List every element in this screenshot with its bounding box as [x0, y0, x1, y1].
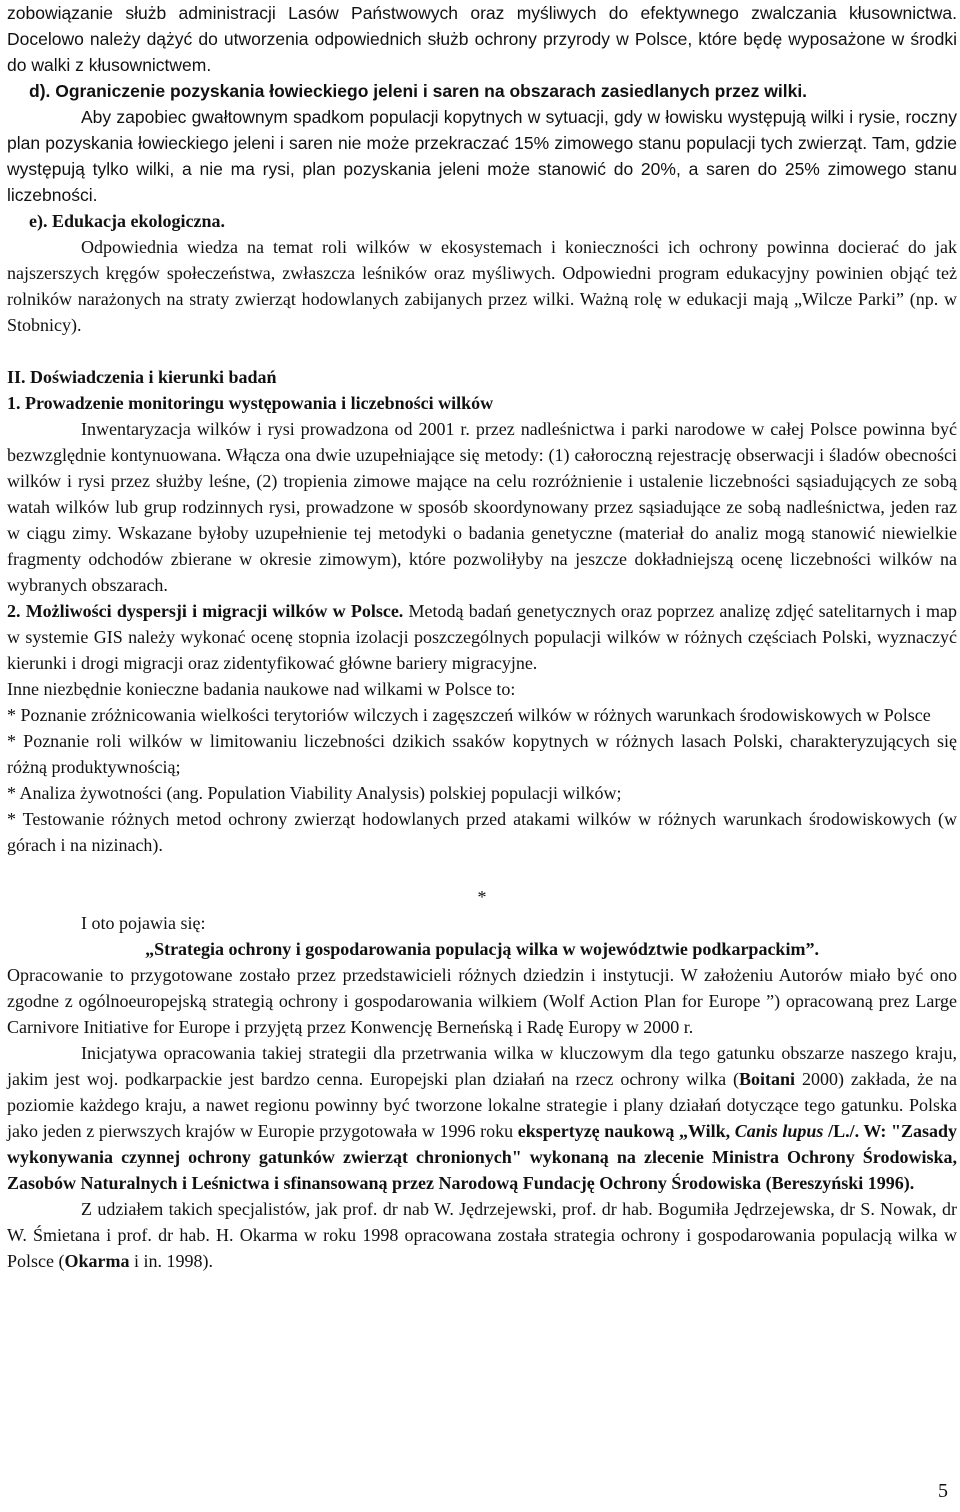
appear-line: I oto pojawia się: — [81, 913, 206, 933]
subheading-monitoring: 1. Prowadzenie monitoringu występowania i liczebności wilków — [7, 393, 494, 413]
initiative-text-a: Inicjatywa opracowania takiej strategii dla przetrwania wilka w kluczowym dla tego gatunku obszarze naszego kraju, jakim jest woj. podkarpackie jest bardzo cenna. Europejski plan działań na rzecz ochrony wilka ( — [7, 1043, 957, 1089]
expertise-title-b: /L./. W: "Zasady wykonywania czynnej ochrony gatunków zwierząt chronionych" wykonaną na zlecenie Ministra Ochrony Środowiska, Zasobów Naturalnych i Leśnictwa i sfinansowaną przez Narodową Fundację Ochrony Środowiska (Bereszyński 1996). — [7, 1121, 958, 1193]
document-page — [7, 0, 957, 1274]
species-name: Canis lupus — [734, 1121, 824, 1141]
list-item: * Testowanie różnych metod ochrony zwierząt hodowlanych przed atakami wilków w różnych warunkach środowiskowych (w górach i na nizinach). — [7, 809, 957, 855]
section-heading-ii: II. Doświadczenia i kierunki badań — [7, 367, 277, 387]
strategy-title: „Strategia ochrony i gospodarowania populacją wilka w województwie podkarpackim”. — [145, 939, 819, 959]
list-item: * Poznanie roli wilków w limitowaniu liczebności dzikich ssaków kopytnych w różnych lasach Polski, charakteryzujących się różną produktywnością; — [7, 731, 957, 777]
citation-boitani: Boitani — [739, 1069, 796, 1089]
list-item: * Poznanie zróżnicowania wielkości terytoriów wilczych i zagęszczeń wilków w różnych warunkach środowiskowych w Polsce — [7, 705, 931, 725]
separator-asterisk: * — [477, 887, 487, 907]
spacer — [7, 338, 957, 364]
dispersal-text: Metodą badań genetycznych oraz poprzez analizę zdjęć satelitarnych i map w systemie GIS należy wykonać ocenę stopnia izolacji poszczególnych populacji wilków w różnych częściach Polski, wyznaczyć kierunki i drogi migracji oraz zidentyfikować główne bariery migracyjne. — [7, 601, 957, 673]
authors-text-a: Z udziałem takich specjalistów, jak prof. dr nab W. Jędrzejewski, prof. dr hab. Bogumiła Jędrzejewska, dr S. Nowak, dr W. Śmietana i prof. dr hab. H. Okarma w roku 1998 opracowana została strategia ochrony i gospodarowania populacją wilka w Polsce ( — [7, 1199, 957, 1271]
list-item: * Analiza żywotności (ang. Population Viability Analysis) polskiej populacji wilków; — [7, 783, 622, 803]
authors-text-b: i in. 1998). — [129, 1251, 213, 1271]
paragraph-d: Aby zapobiec gwałtownym spadkom populacji kopytnych w sytuacji, gdy w łowisku występują wilki i rysie, roczny plan pozyskania łowieckiego jeleni i saren nie może przekraczać 15% zimowego stanu populacji tych zwierząt. Tam, gdzie występują tylko wilki, a nie ma rysi, plan pozyskania jeleni może stanowić do 20%, a saren do 25% zimowego stanu liczebności. — [7, 107, 957, 205]
expertise-title-a: ekspertyzę naukową „Wilk, — [517, 1121, 735, 1141]
paragraph-poaching: zobowiązanie służb administracji Lasów Państwowych oraz myśliwych do efektywnego zwalczania kłusownictwa. Docelowo należy dążyć do utworzenia odpowiednich służb ochrony przyrody w Polsce, które będę wyposażone w środki do walki z kłusownictwem. — [7, 3, 957, 75]
heading-d: d). Ograniczenie pozyskania łowieckiego jeleni i saren na obszarach zasiedlanych przez wilki. — [29, 81, 808, 101]
page-number: 5 — [938, 1480, 948, 1502]
paragraph-e: Odpowiednia wiedza na temat roli wilków w ekosystemach i konieczności ich ochrony powinna docierać do jak najszerszych kręgów społeczeństwa, zwłaszcza leśników oraz myśliwych. Odpowiedni program edukacyjny powinien objąć też rolników narażonych na straty zwierząt hodowlanych zabijanych przez wilki. Ważną rolę w edukacji mają „Wilcze Parki” (np. w Stobnicy). — [7, 237, 957, 335]
heading-e: e). Edukacja ekologiczna. — [29, 211, 225, 231]
citation-okarma: Okarma — [64, 1251, 130, 1271]
paragraph-initiative — [7, 1040, 957, 1196]
list-intro: Inne niezbędnie konieczne badania naukowe nad wilkami w Polsce to: — [7, 679, 516, 699]
paragraph-dispersal — [7, 598, 957, 676]
paragraph-authors — [7, 1196, 957, 1274]
paragraph-monitoring: Inwentaryzacja wilków i rysi prowadzona od 2001 r. przez nadleśnictwa i parki narodowe w całej Polsce powinna być bezwzględnie kontynuowana. Włącza ona dwie uzupełniające się metody: (1) całoroczną rejestrację obserwacji i śladów obecności wilków i rysi przez służby leśne, (2) tropienia zimowe mające na celu rozróżnienie i ustalenie liczebności sąsiadujących ze sobą watah wilków lub grup rodzinnych rysi, prowadzone w sposób skoordynowany przez sąsiadujące ze sobą nadleśnictwa, jeden raz w ciągu zimy. Wskazane byłoby uzupełnienie tej metodyki o badania genetyczne (materiał do analiz mogą stanowić niewielkie fragmenty odchodów zbierane w okresie zimowym), które pozwoliłyby na jeszcze dokładniejszą ocenę liczebności wilków na wybranych obszarach. — [7, 419, 957, 595]
paragraph-strategy: Opracowanie to przygotowane zostało przez przedstawicieli różnych dziedzin i instytucji. W założeniu Autorów miało być ono zgodne z ogólnoeuropejską strategią ochrony i gospodarowania wilkiem (Wolf Action Plan for Europe ”) opracowaną prez Large Carnivore Initiative for Europe i przyjętą przez Konwencję Berneńską i Radę Europy w 2000 r. — [7, 965, 957, 1037]
subheading-dispersal: 2. Możliwości dyspersji i migracji wilków w Polsce. — [7, 601, 404, 621]
initiative-text-b: 2000) zakłada, że na poziomie każdego kraju, a nawet regionu powinny być tworzone lokalne strategie i plany działań dotyczące tego gatunku. Polska jako jeden z pierwszych krajów w Europie przygotowała w 1996 roku — [7, 1069, 957, 1141]
